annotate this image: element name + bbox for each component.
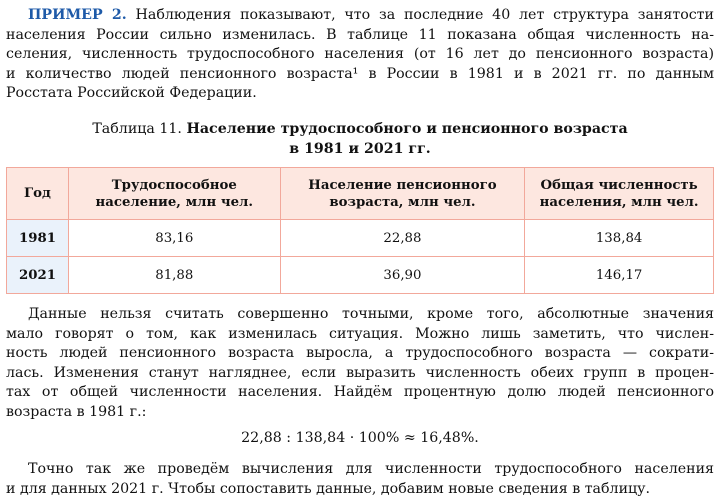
table-cell: 22,88 — [280, 220, 525, 257]
intro-paragraph — [6, 6, 714, 104]
table-caption-title: Население трудоспособного и пенсионного возраста — [186, 121, 628, 137]
table-caption-title-2: в 1981 и 2021 гг. — [289, 140, 431, 157]
intro-line: и количество людей пенсионного возраста¹ в России в 1981 и в 2021 гг. по данным — [6, 65, 714, 82]
header-total: Общая численность населения, млн чел. — [525, 168, 714, 220]
header-working-age: Трудоспособное население, млн чел. — [68, 168, 280, 220]
table-cell: 83,16 — [68, 220, 280, 257]
table-cell: 81,88 — [68, 257, 280, 294]
body-line: лась. Изменения станут нагляднее, если выразить численность обеих групп в процен- — [6, 364, 714, 381]
header-year: Год — [7, 168, 69, 220]
table-row — [7, 257, 714, 294]
formula: 22,88 : 138,84 · 100% ≈ 16,48%. — [241, 430, 479, 446]
population-table — [6, 167, 714, 294]
table-caption — [0, 120, 720, 159]
year-cell: 2021 — [7, 257, 69, 294]
intro-line: ПРИМЕР 2. Наблюдения показывают, что за последние 40 лет структура занятости — [28, 7, 714, 23]
body-line: мало говорят о том, как изменилась ситуация. Можно лишь заметить, что числен- — [6, 325, 714, 342]
body-paragraph — [6, 305, 714, 423]
table-cell: 146,17 — [525, 257, 714, 294]
table-caption-prefix: Таблица 11. — [92, 121, 182, 137]
table-header-row — [7, 168, 714, 220]
body-line: возраста в 1981 г.: — [6, 403, 147, 420]
body-line: ность людей пенсионного возраста выросла, а трудоспособного возраста — сократи- — [6, 345, 714, 362]
table-cell: 36,90 — [280, 257, 525, 294]
outro-line: Точно так же проведём вычисления для численности трудоспособного населения — [28, 461, 714, 477]
intro-line: Росстата Российской Федерации. — [6, 85, 257, 102]
intro-line: населения России сильно изменилась. В таблице 11 показана общая численность на- — [6, 26, 714, 43]
intro-line: селения, численность трудоспособного населения (от 16 лет до пенсионного возраста) — [6, 46, 714, 63]
header-pension-age: Население пенсионного возраста, млн чел. — [280, 168, 525, 220]
table-row — [7, 220, 714, 257]
outro-paragraph — [6, 460, 714, 499]
table-cell: 138,84 — [525, 220, 714, 257]
example-label: ПРИМЕР 2. — [28, 7, 127, 23]
year-cell: 1981 — [7, 220, 69, 257]
outro-line: и для данных 2021 г. Чтобы сопоставить данные, добавим новые сведения в таблицу. — [6, 480, 651, 497]
body-line: тах от общей численности населения. Найдём процентную долю людей пенсионного — [6, 384, 714, 401]
body-line: Данные нельзя считать совершенно точными, кроме того, абсолютные значения — [28, 306, 714, 322]
